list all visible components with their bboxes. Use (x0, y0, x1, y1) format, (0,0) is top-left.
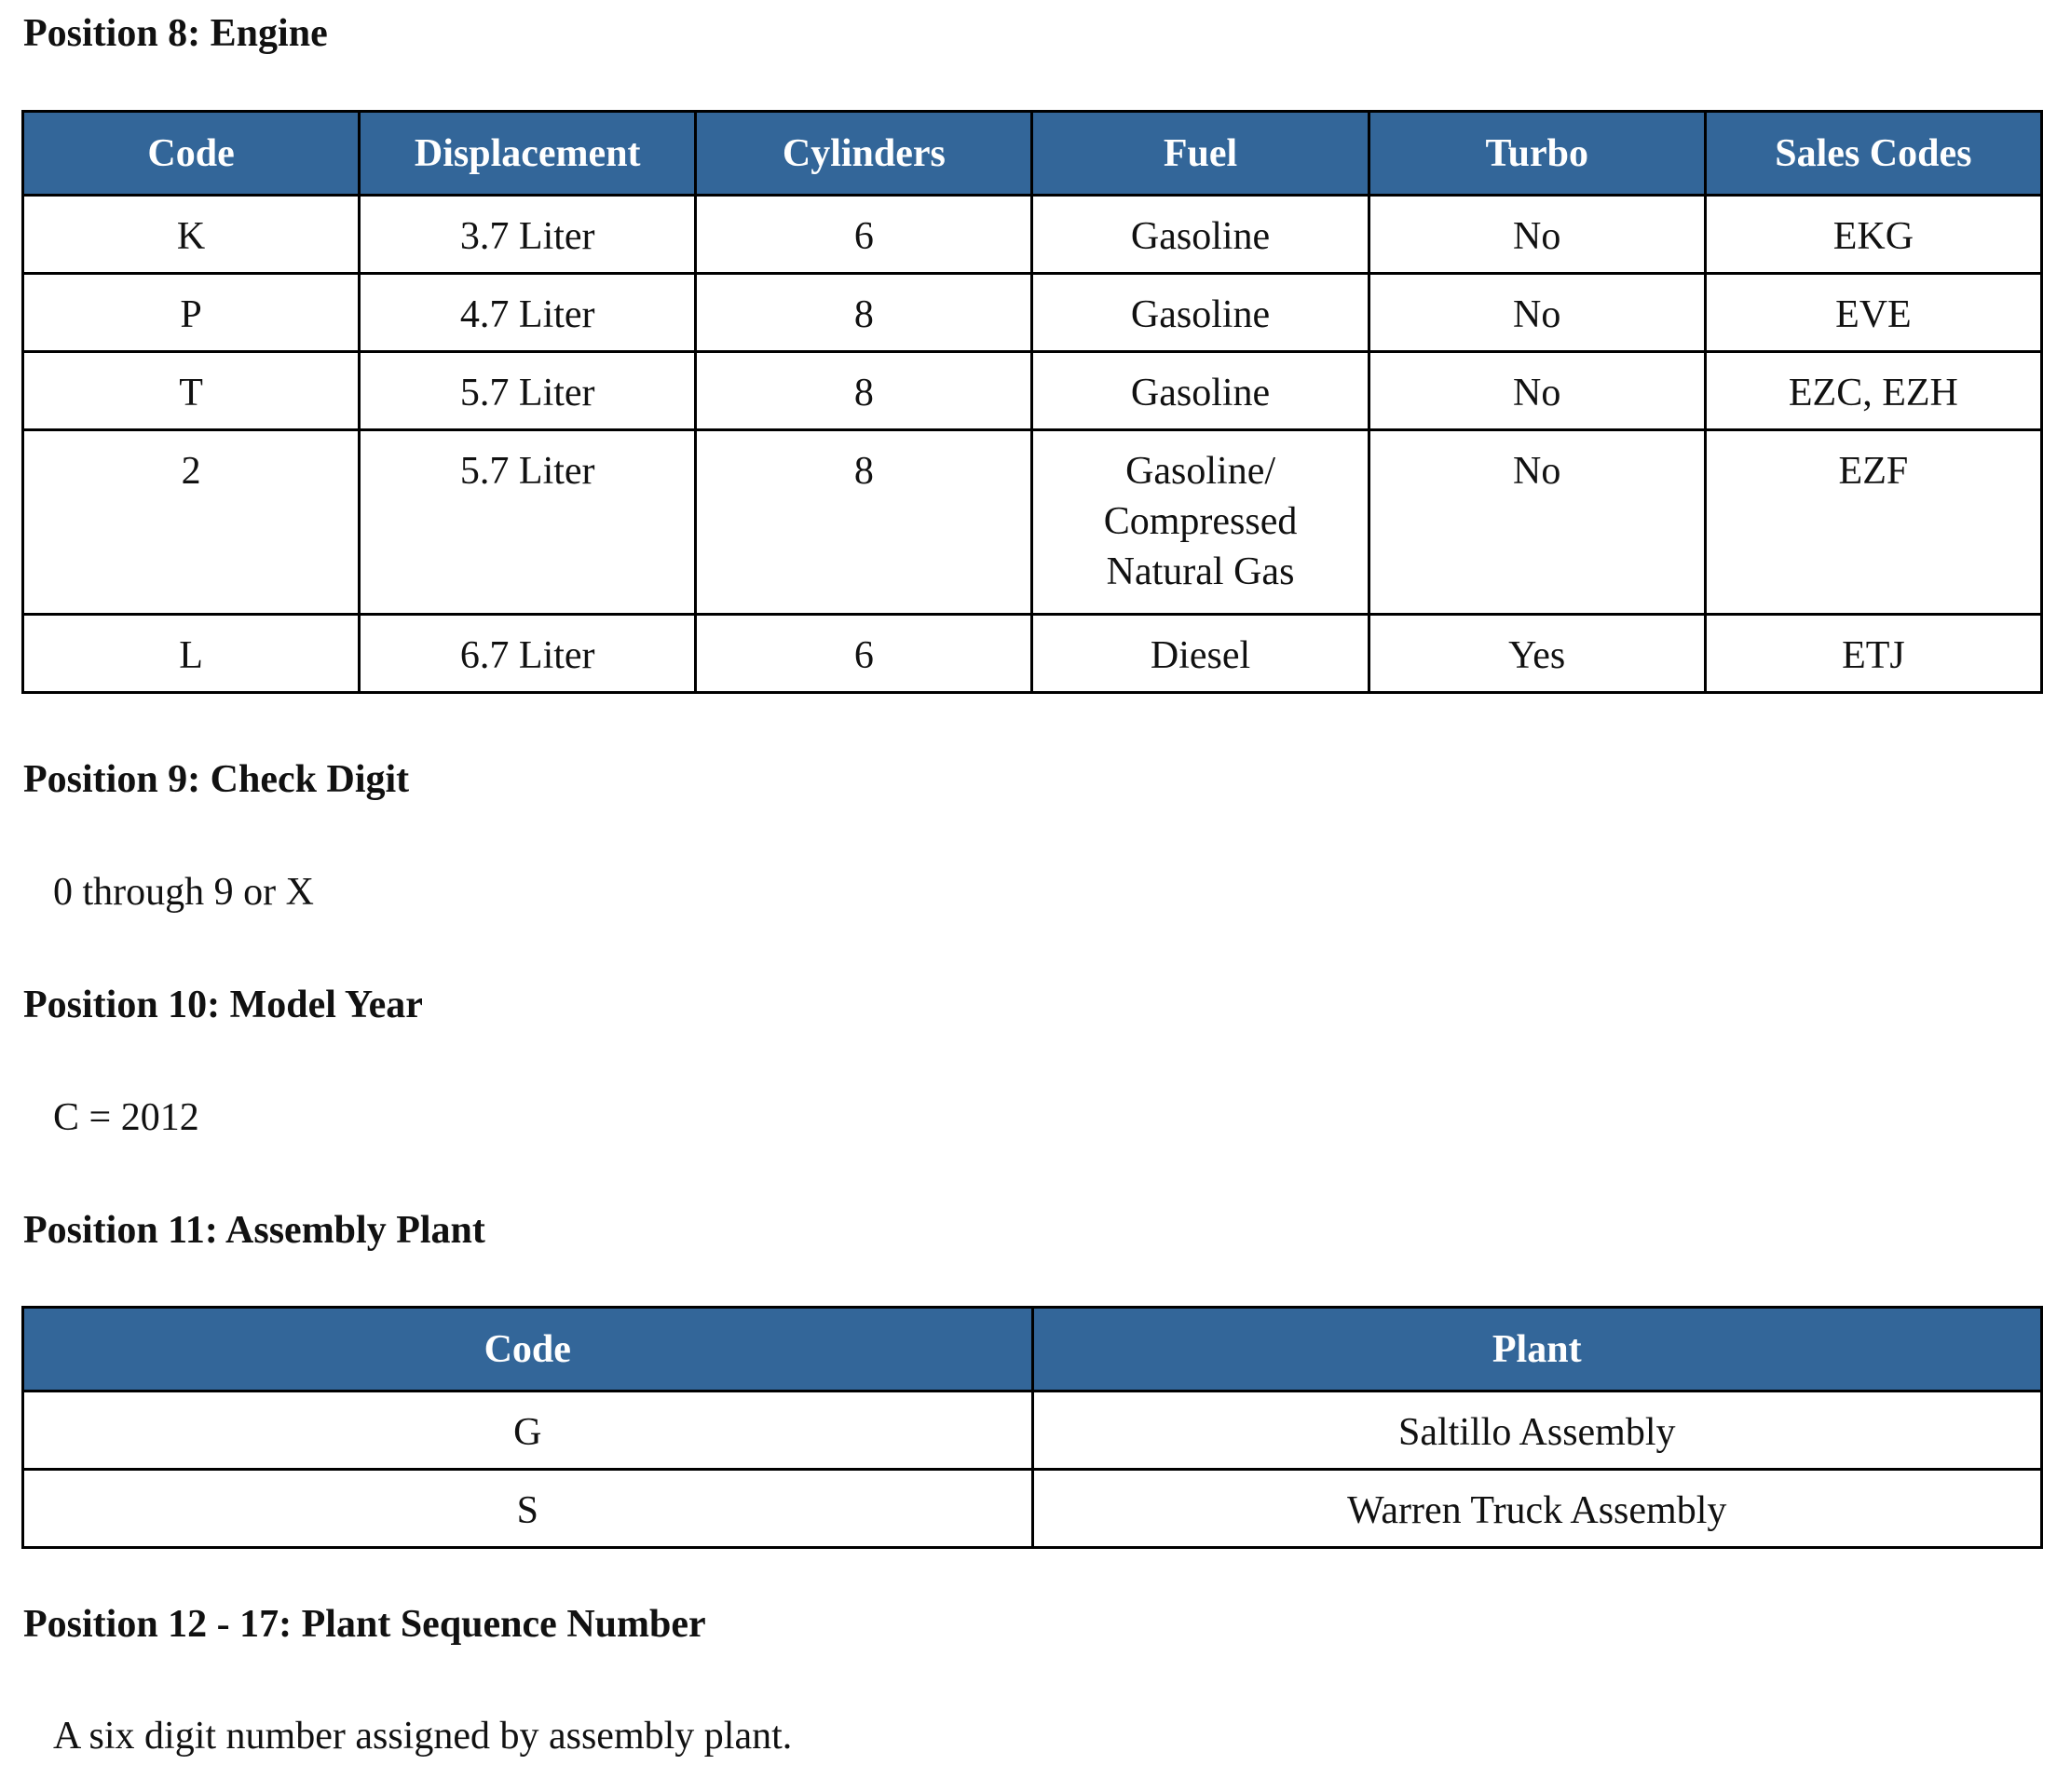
table-row (23, 274, 2042, 352)
cell-fuel: Gasoline (1032, 352, 1369, 430)
cell-sales-codes: EZC, EZH (1705, 352, 2041, 430)
cell-code: 2 (23, 430, 360, 615)
model-year-text: C = 2012 (53, 1096, 199, 1139)
engine-table (21, 110, 2043, 694)
cell-cylinders: 8 (696, 274, 1032, 352)
sequence-text: A six digit number assigned by assembly plant. (53, 1715, 793, 1758)
cell-fuel: Gasoline/ Compressed Natural Gas (1032, 430, 1369, 615)
cell-turbo: No (1369, 274, 1705, 352)
cell-turbo: No (1369, 352, 1705, 430)
table-header-row (23, 112, 2042, 196)
cell-plant: Saltillo Assembly (1032, 1392, 2042, 1470)
cell-code: G (23, 1392, 1033, 1470)
cell-code: K (23, 196, 360, 274)
column-header-sales-codes: Sales Codes (1705, 112, 2041, 196)
cell-sales-codes: EVE (1705, 274, 2041, 352)
cell-displacement: 3.7 Liter (360, 196, 696, 274)
cell-sales-codes: EZF (1705, 430, 2041, 615)
cell-fuel: Diesel (1032, 615, 1369, 693)
table-row (23, 352, 2042, 430)
cell-turbo: Yes (1369, 615, 1705, 693)
table-row (23, 1470, 2042, 1548)
cell-code: L (23, 615, 360, 693)
cell-sales-codes: ETJ (1705, 615, 2041, 693)
cell-turbo: No (1369, 196, 1705, 274)
check-digit-text: 0 through 9 or X (53, 871, 314, 914)
sequence-heading: Position 12 - 17: Plant Sequence Number (23, 1603, 706, 1646)
column-header-turbo: Turbo (1369, 112, 1705, 196)
cell-displacement: 4.7 Liter (360, 274, 696, 352)
table-row (23, 430, 2042, 615)
column-header-displacement: Displacement (360, 112, 696, 196)
cell-displacement: 6.7 Liter (360, 615, 696, 693)
cell-sales-codes: EKG (1705, 196, 2041, 274)
column-header-code: Code (23, 1308, 1033, 1392)
cell-cylinders: 6 (696, 615, 1032, 693)
check-digit-heading: Position 9: Check Digit (23, 758, 410, 801)
cell-displacement: 5.7 Liter (360, 352, 696, 430)
engine-heading: Position 8: Engine (23, 12, 328, 55)
cell-displacement: 5.7 Liter (360, 430, 696, 615)
cell-cylinders: 6 (696, 196, 1032, 274)
assembly-plant-heading: Position 11: Assembly Plant (23, 1209, 485, 1252)
assembly-plant-table (21, 1306, 2043, 1549)
cell-code: P (23, 274, 360, 352)
cell-cylinders: 8 (696, 352, 1032, 430)
cell-plant: Warren Truck Assembly (1032, 1470, 2042, 1548)
cell-code: S (23, 1470, 1033, 1548)
column-header-cylinders: Cylinders (696, 112, 1032, 196)
column-header-code: Code (23, 112, 360, 196)
table-row (23, 196, 2042, 274)
table-row (23, 615, 2042, 693)
table-header-row (23, 1308, 2042, 1392)
cell-fuel: Gasoline (1032, 274, 1369, 352)
column-header-plant: Plant (1032, 1308, 2042, 1392)
cell-code: T (23, 352, 360, 430)
cell-cylinders: 8 (696, 430, 1032, 615)
column-header-fuel: Fuel (1032, 112, 1369, 196)
model-year-heading: Position 10: Model Year (23, 984, 423, 1026)
cell-turbo: No (1369, 430, 1705, 615)
cell-fuel: Gasoline (1032, 196, 1369, 274)
table-row (23, 1392, 2042, 1470)
